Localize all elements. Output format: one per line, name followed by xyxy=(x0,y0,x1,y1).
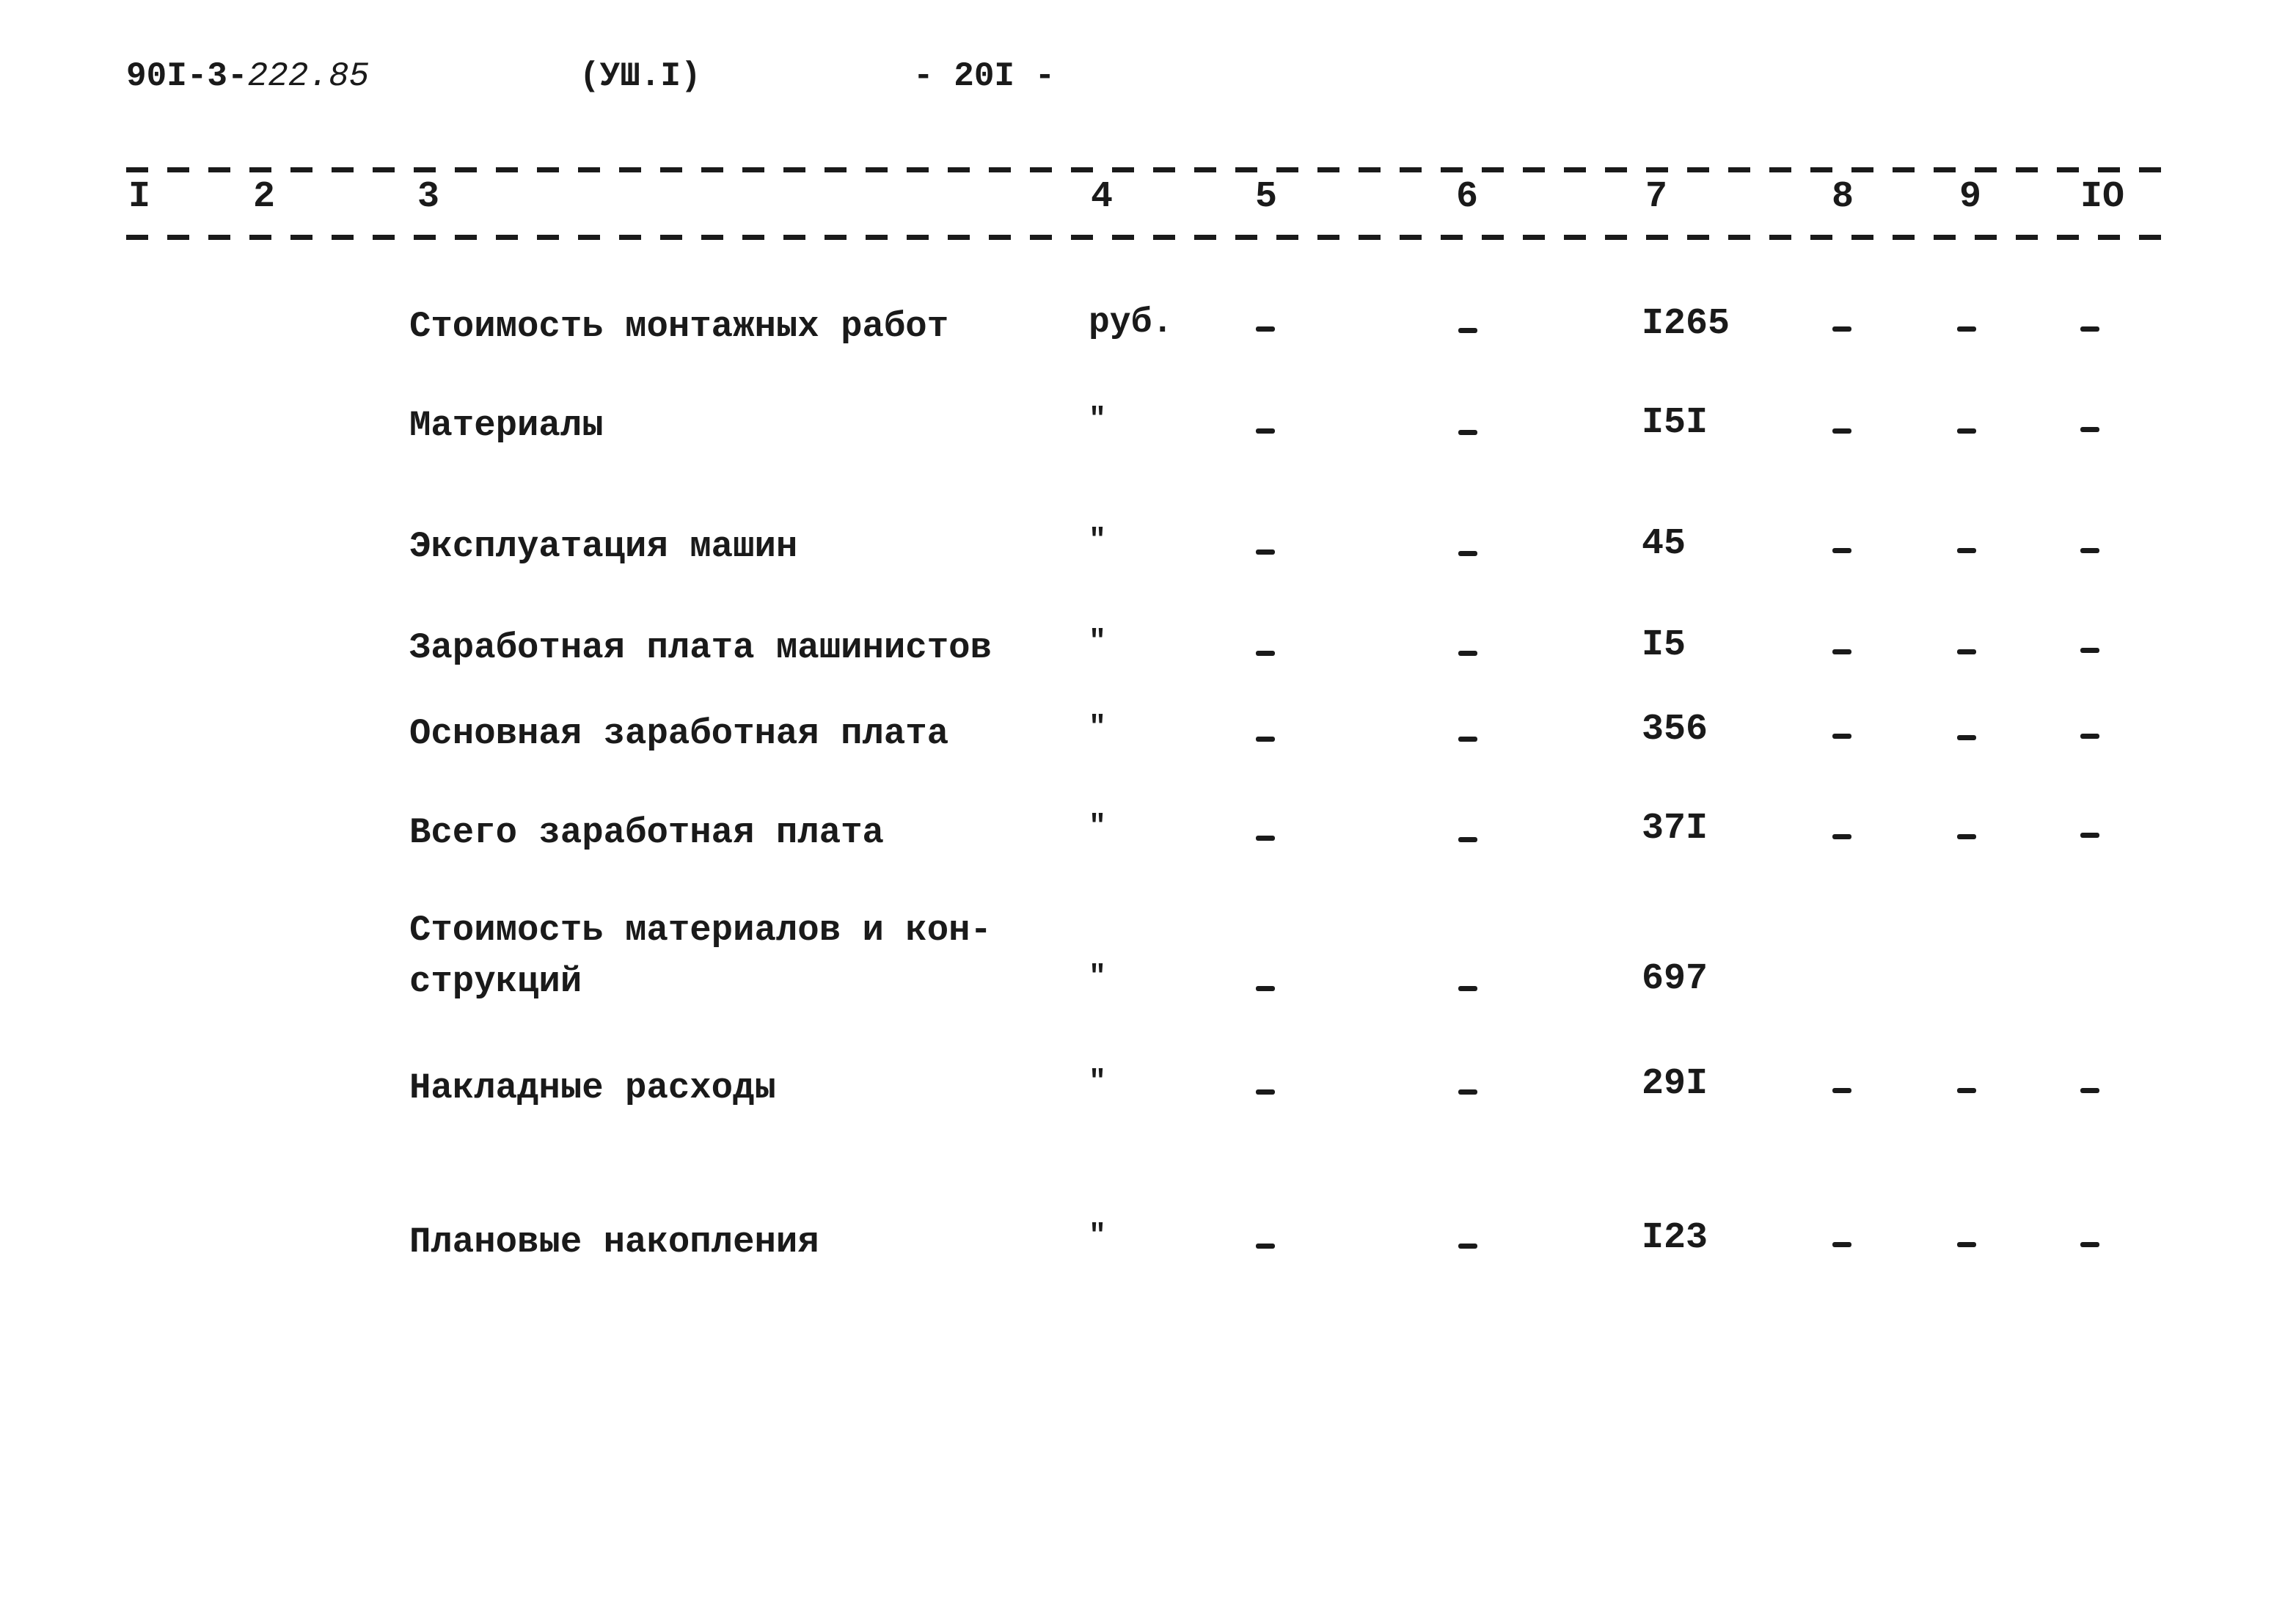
cell-c9 xyxy=(1957,1088,1976,1093)
cell-c9 xyxy=(1957,548,1976,553)
dash-mark xyxy=(1256,326,1275,332)
row-value-c7: 697 xyxy=(1642,958,1708,1000)
dash-mark xyxy=(1256,836,1275,841)
cell-c5 xyxy=(1256,1089,1275,1095)
dash-mark xyxy=(2080,734,2099,739)
cell-c6 xyxy=(1458,551,1477,556)
dash-mark xyxy=(2080,1242,2099,1247)
dash-mark xyxy=(1957,649,1976,654)
dash-mark xyxy=(1458,986,1477,991)
dash-mark xyxy=(1256,1089,1275,1095)
cell-c9 xyxy=(1957,326,1976,332)
dash-mark xyxy=(1832,734,1851,739)
dash-mark xyxy=(1458,551,1477,556)
cell-c5 xyxy=(1256,428,1275,434)
cell-c6 xyxy=(1458,430,1477,435)
cell-c9 xyxy=(1957,649,1976,654)
table-row xyxy=(0,303,2296,347)
document-code-main: 90I-3- xyxy=(126,57,248,95)
row-unit: " xyxy=(1089,811,1107,844)
dash-mark xyxy=(1256,651,1275,656)
row-value-c7: I23 xyxy=(1642,1217,1708,1259)
cell-c5 xyxy=(1256,836,1275,841)
row-value-c7: I5 xyxy=(1642,624,1686,666)
col-header-1: I xyxy=(128,176,151,218)
row-unit: " xyxy=(1089,626,1107,659)
cell-c6 xyxy=(1458,986,1477,991)
col-header-3: 3 xyxy=(417,176,440,218)
cell-c8 xyxy=(1832,649,1851,654)
cell-c6 xyxy=(1458,1089,1477,1095)
cell-c8 xyxy=(1832,548,1851,553)
dash-mark xyxy=(1256,737,1275,742)
cell-c5 xyxy=(1256,986,1275,991)
cell-c5 xyxy=(1256,1244,1275,1249)
row-label: Стоимость материалов и кон- xyxy=(409,910,992,951)
row-unit: " xyxy=(1089,525,1107,558)
page-number: - 20I - xyxy=(913,57,1056,95)
dash-mark xyxy=(1256,428,1275,434)
dash-mark xyxy=(2080,548,2099,553)
cell-c10 xyxy=(2080,833,2099,838)
cell-c5 xyxy=(1256,549,1275,555)
table-header-rule xyxy=(126,235,2173,240)
dash-mark xyxy=(1256,1244,1275,1249)
dash-mark xyxy=(1957,428,1976,434)
row-value-c7: 356 xyxy=(1642,709,1708,751)
cell-c8 xyxy=(1832,834,1851,839)
col-header-7: 7 xyxy=(1645,176,1668,218)
table-top-rule xyxy=(126,167,2173,172)
row-label: Плановые накопления xyxy=(409,1222,819,1263)
cell-c5 xyxy=(1256,326,1275,332)
dash-mark xyxy=(1832,1242,1851,1247)
cell-c10 xyxy=(2080,427,2099,432)
row-label: Материалы xyxy=(409,405,604,446)
row-label: Накладные расходы xyxy=(409,1067,776,1109)
row-unit: " xyxy=(1089,404,1107,437)
table-row xyxy=(0,910,2296,1002)
row-label: Эксплуатация машин xyxy=(409,526,798,567)
col-header-5: 5 xyxy=(1254,176,1278,218)
row-unit: " xyxy=(1089,961,1107,994)
row-unit: руб. xyxy=(1089,303,1174,343)
col-header-10: IO xyxy=(2080,176,2125,218)
dash-mark xyxy=(1832,649,1851,654)
cell-c5 xyxy=(1256,651,1275,656)
dash-mark xyxy=(1458,1089,1477,1095)
dash-mark xyxy=(1957,834,1976,839)
row-label-continuation: струкций xyxy=(409,961,582,1002)
cell-c5 xyxy=(1256,737,1275,742)
dash-mark xyxy=(1256,986,1275,991)
cell-c9 xyxy=(1957,428,1976,434)
dash-mark xyxy=(2080,326,2099,332)
dash-mark xyxy=(1832,1088,1851,1093)
cell-c10 xyxy=(2080,1242,2099,1247)
col-header-2: 2 xyxy=(252,176,276,218)
dash-mark xyxy=(1256,549,1275,555)
dash-mark xyxy=(1957,548,1976,553)
col-header-6: 6 xyxy=(1455,176,1479,218)
dash-mark xyxy=(1957,1088,1976,1093)
dash-mark xyxy=(1458,837,1477,842)
dash-mark xyxy=(1458,328,1477,333)
cell-c8 xyxy=(1832,326,1851,332)
dash-mark xyxy=(1458,737,1477,742)
col-header-4: 4 xyxy=(1090,176,1114,218)
dash-mark xyxy=(2080,1088,2099,1093)
row-unit: " xyxy=(1089,1220,1107,1253)
row-value-c7: I5I xyxy=(1642,402,1708,444)
document-code-suffix: 222.85 xyxy=(247,57,370,95)
cell-c9 xyxy=(1957,735,1976,740)
dash-mark xyxy=(1458,1244,1477,1249)
dash-mark xyxy=(1957,1242,1976,1247)
cell-c6 xyxy=(1458,737,1477,742)
row-value-c7: 45 xyxy=(1642,523,1686,565)
dash-mark xyxy=(1832,548,1851,553)
cell-c8 xyxy=(1832,1088,1851,1093)
cell-c10 xyxy=(2080,648,2099,653)
cell-c6 xyxy=(1458,651,1477,656)
cell-c10 xyxy=(2080,734,2099,739)
dash-mark xyxy=(2080,833,2099,838)
row-label: Основная заработная плата xyxy=(409,713,949,754)
cell-c10 xyxy=(2080,548,2099,553)
dash-mark xyxy=(1458,651,1477,656)
col-header-8: 8 xyxy=(1831,176,1854,218)
cell-c8 xyxy=(1832,734,1851,739)
cell-c6 xyxy=(1458,328,1477,333)
cell-c6 xyxy=(1458,1244,1477,1249)
col-header-9: 9 xyxy=(1959,176,1982,218)
dash-mark xyxy=(2080,427,2099,432)
dash-mark xyxy=(1458,430,1477,435)
row-value-c7: 29I xyxy=(1642,1063,1708,1105)
cell-c10 xyxy=(2080,1088,2099,1093)
row-value-c7: I265 xyxy=(1642,303,1730,345)
dash-mark xyxy=(1832,834,1851,839)
row-label: Стоимость монтажных работ xyxy=(409,306,949,347)
row-label: Всего заработная плата xyxy=(409,812,884,853)
cell-c10 xyxy=(2080,326,2099,332)
cell-c6 xyxy=(1458,837,1477,842)
dash-mark xyxy=(1957,326,1976,332)
dash-mark xyxy=(1832,326,1851,332)
row-label: Заработная плата машинистов xyxy=(409,627,992,668)
dash-mark xyxy=(1957,735,1976,740)
dash-mark xyxy=(2080,648,2099,653)
cell-c9 xyxy=(1957,1242,1976,1247)
table-row xyxy=(0,624,2296,668)
cell-c8 xyxy=(1832,428,1851,434)
cell-c8 xyxy=(1832,1242,1851,1247)
row-unit: " xyxy=(1089,712,1107,745)
dash-mark xyxy=(1832,428,1851,434)
document-code xyxy=(126,57,369,95)
row-value-c7: 37I xyxy=(1642,808,1708,850)
row-unit: " xyxy=(1089,1066,1107,1099)
section-number: (УШ.I) xyxy=(580,57,701,95)
table-row xyxy=(0,1063,2296,1109)
cell-c9 xyxy=(1957,834,1976,839)
table-row xyxy=(0,1217,2296,1263)
